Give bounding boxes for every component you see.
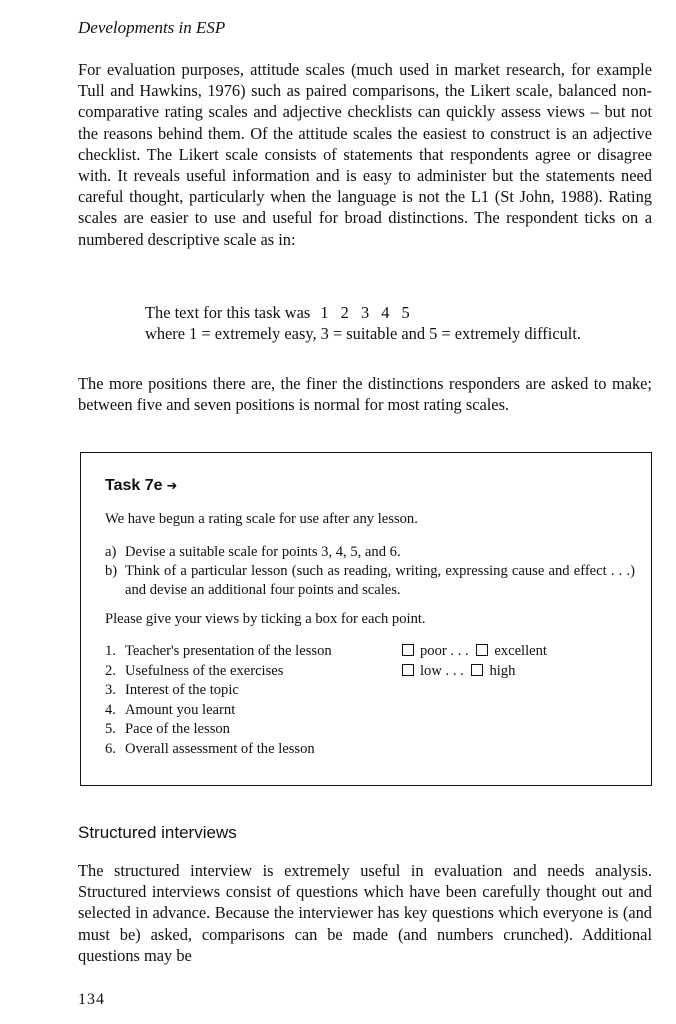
rating-scale-example <box>145 302 652 344</box>
rating-scale-list <box>105 642 635 760</box>
example-line-2: where 1 = extremely easy, 3 = suitable and 5 = extremely difficult. <box>145 324 581 344</box>
rating-number: 4. <box>105 701 116 718</box>
scale-high-label: high <box>489 662 516 679</box>
list-item <box>105 543 635 562</box>
list-marker: a) <box>105 544 117 560</box>
rating-row <box>105 642 635 662</box>
paragraph-positions: The more positions there are, the finer the distinctions responders are asked to make; between five and seven positions is normal for most rating scales. <box>78 374 652 415</box>
section-heading: Structured interviews <box>78 823 237 842</box>
task-intro: We have begun a rating scale for use after any lesson. <box>105 511 418 527</box>
scale-low-label: low . . . <box>420 662 464 679</box>
rating-row <box>105 720 635 740</box>
rating-label: Interest of the topic <box>125 682 239 699</box>
rating-number: 1. <box>105 643 116 659</box>
task-instruction: Please give your views by ticking a box for each point. <box>105 611 426 627</box>
page-number: 134 <box>78 991 105 1008</box>
checkbox-high[interactable] <box>471 664 483 676</box>
task-box <box>80 452 652 786</box>
list-marker: b) <box>105 563 118 579</box>
list-item-text: Devise a suitable scale for points 3, 4, 5, and 6. <box>125 544 401 560</box>
list-item <box>105 562 635 600</box>
task-title <box>105 477 177 495</box>
example-line-1: The text for this task was <box>145 303 311 322</box>
example-scale-numbers: 1 2 3 4 5 <box>320 303 411 322</box>
rating-row <box>105 662 635 682</box>
scale-low-label: poor . . . <box>420 643 469 659</box>
rating-label: Teacher's presentation of the lesson <box>125 643 332 659</box>
task-instructions-list <box>105 543 635 600</box>
paragraph-structured-interviews: The structured interview is extremely useful in evaluation and needs analysis. Structured interviews consist of questions which have been carefully thought out and selected in advance. Because the interviewer has key questions which everyone is (and must be) asked, comparisons can be made (and numbers crunched). Additional questions may be <box>78 861 652 965</box>
paragraph-attitude-scales: For evaluation purposes, attitude scales (much used in market research, for example Tull and Hawkins, 1976) such as paired comparisons, the Likert scale, balanced non-comparative rating scales and adjective checklists can quickly assess views – but not the reasons behind them. Of the attitude scales the easiest to construct is an adjective checklist. The Likert scale consists of statements that respondents agree or disagree with. It reveals useful information and is easy to administer but the statements need careful thought, particularly when the language is not the L1 (St John, 1988). Rating scales are easier to use and useful for broad distinctions. The respondent ticks on a numbered descriptive scale as in: <box>78 60 652 249</box>
checkbox-excellent[interactable] <box>476 644 488 656</box>
rating-number: 2. <box>105 662 116 679</box>
rating-label: Pace of the lesson <box>125 721 230 738</box>
rating-label: Overall assessment of the lesson <box>125 740 315 757</box>
rating-number: 6. <box>105 740 116 757</box>
arrow-icon: ➜ <box>166 478 178 493</box>
rating-label: Amount you learnt <box>125 701 236 718</box>
list-item-text: Think of a particular lesson (such as reading, writing, expressing cause and effect . . .) and devise an additional four points and scales. <box>125 563 635 598</box>
rating-number: 5. <box>105 721 116 738</box>
rating-scale <box>402 662 515 681</box>
rating-row <box>105 740 635 760</box>
scale-high-label: excellent <box>494 643 547 659</box>
rating-row <box>105 701 635 721</box>
rating-scale <box>402 642 547 661</box>
rating-number: 3. <box>105 682 116 699</box>
rating-label: Usefulness of the exercises <box>125 662 284 679</box>
checkbox-low[interactable] <box>402 664 414 676</box>
checkbox-poor[interactable] <box>402 644 414 656</box>
task-title-text: Task 7e <box>105 477 163 494</box>
rating-row <box>105 681 635 701</box>
running-head: Developments in ESP <box>78 18 226 37</box>
